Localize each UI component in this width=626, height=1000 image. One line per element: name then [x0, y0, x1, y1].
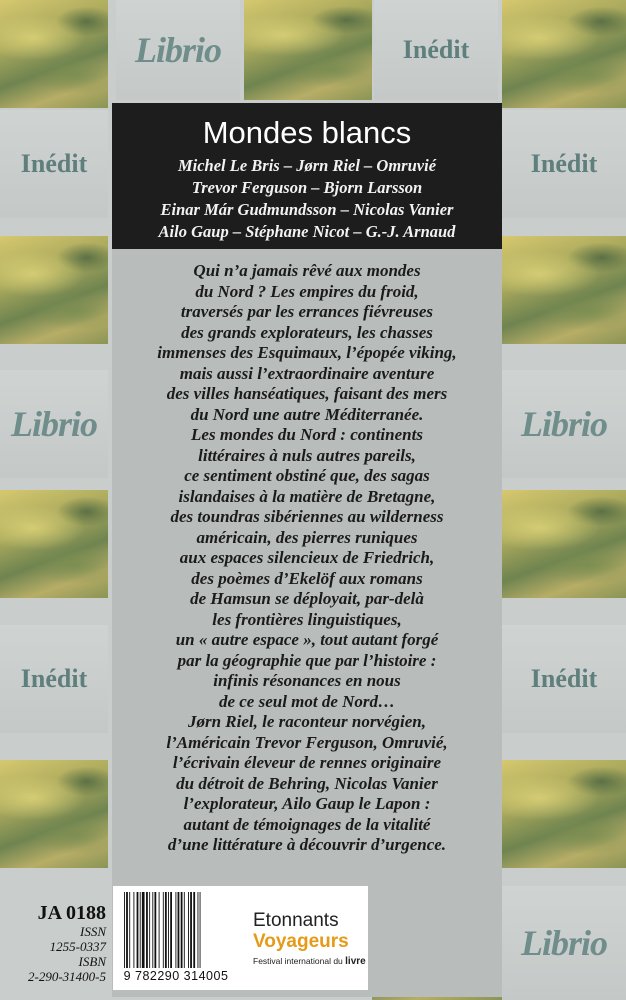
blurb-line: du détroit de Behring, Nicolas Vanier — [176, 773, 438, 793]
blurb-line: Jørn Riel, le raconteur norvégien, — [187, 712, 426, 731]
blurb-line: américain, des pierres runiques — [196, 527, 418, 547]
landscape-tile — [0, 236, 108, 344]
issn-label: ISSN — [80, 924, 106, 939]
landscape-tile — [502, 0, 626, 108]
blurb-line: les frontières linguistiques, — [212, 609, 402, 629]
blurb-line: d’une littérature à découvrir d’urgence. — [167, 835, 447, 854]
blurb-line: des grands explorateurs, les chasses — [181, 322, 433, 342]
landscape-tile — [244, 0, 372, 100]
inedit-logo: Inédit — [20, 664, 88, 693]
isbn-label: ISBN — [78, 954, 106, 969]
title-box — [112, 103, 502, 249]
barcode-digits: 9 782290 314005 — [123, 969, 229, 983]
blurb-line: Qui n’a jamais rêvé aux mondes — [193, 261, 421, 280]
author-line: Trevor Ferguson – Bjorn Larsson — [191, 178, 423, 197]
etonnants-voyageurs-logo — [239, 886, 368, 990]
blurb-line: aux espaces silencieux de Friedrich, — [179, 548, 435, 567]
inedit-logo-tile — [0, 625, 108, 733]
landscape-tile — [0, 0, 108, 108]
back-cover-blurb — [118, 261, 496, 856]
blurb-line: l’explorateur, Ailo Gaup le Lapon : — [183, 794, 431, 813]
series-code: JA 0188 — [37, 902, 106, 924]
partner-line-1: Etonnants — [253, 910, 339, 931]
blurb-line: littéraires à nuls autres pareils, — [198, 445, 416, 465]
blurb-line: l’écrivain éleveur de rennes originaire — [172, 753, 442, 772]
blurb-line: du Nord une autre Méditerranée. — [190, 404, 424, 424]
librio-logo: Librio — [520, 923, 607, 963]
blurb-line: de Hamsun se déployait, par-delà — [190, 589, 424, 608]
landscape-tile — [502, 760, 626, 868]
blurb-line: des villes hanséatiques, faisant des mers — [166, 384, 448, 403]
barcode-box — [113, 886, 239, 990]
landscape-tile — [502, 490, 626, 598]
blurb-line: islandaises à la matière de Bretagne, — [178, 486, 436, 506]
partner-line-2: Voyageurs — [253, 931, 349, 952]
blurb-line: Les mondes du Nord : continents — [191, 425, 423, 444]
inedit-logo: Inédit — [530, 149, 598, 178]
librio-logo: Librio — [520, 404, 607, 444]
blurb-line: des toundras sibériennes au wilderness — [170, 507, 444, 526]
librio-logo-tile — [116, 0, 240, 100]
inedit-logo: Inédit — [530, 664, 598, 693]
librio-logo-tile — [502, 370, 626, 478]
inedit-logo: Inédit — [20, 149, 88, 178]
author-line: Michel Le Bris – Jørn Riel – Omruvié — [177, 156, 437, 175]
book-title: Mondes blancs — [202, 115, 412, 150]
librio-logo: Librio — [10, 404, 97, 444]
author-line: Einar Már Gudmundsson – Nicolas Vanier — [160, 200, 454, 219]
inedit-logo-tile — [374, 0, 498, 100]
librio-logo-tile — [502, 886, 626, 1000]
landscape-tile — [0, 760, 108, 868]
inedit-logo-tile — [502, 110, 626, 218]
blurb-line: un « autre espace », tout autant forgé — [175, 630, 439, 649]
isbn-number: 2-290-31400-5 — [28, 969, 106, 984]
issn-number: 1255-0337 — [49, 939, 106, 954]
blurb-line: ce sentiment obstiné que, des sagas — [184, 466, 430, 485]
blurb-line: l’Américain Trevor Ferguson, Omruvié, — [166, 732, 448, 752]
blurb-line: autant de témoignages de la vitalité — [183, 814, 431, 834]
landscape-tile — [502, 236, 626, 344]
blurb-line: mais aussi l’extraordinaire aventure — [179, 363, 435, 383]
inedit-logo-tile — [502, 625, 626, 733]
inedit-logo: Inédit — [402, 35, 470, 64]
blurb-line: du Nord ? Les empires du froid, — [195, 281, 419, 301]
barcode — [122, 892, 232, 968]
blurb-line: par la géographie que par l’histoire : — [177, 650, 437, 670]
partner-line-3-bold: livre — [345, 956, 366, 967]
partner-line-3-prefix: Festival international du — [253, 956, 346, 966]
author-list — [122, 155, 492, 243]
blurb-line: des poèmes d’Ekelöf aux romans — [191, 568, 423, 588]
librio-logo-tile — [0, 370, 108, 478]
inedit-logo-tile — [0, 110, 108, 218]
blurb-line: immenses des Esquimaux, l’épopée viking, — [157, 343, 457, 362]
blurb-line: infinis résonances en nous — [213, 671, 401, 690]
landscape-tile — [0, 490, 108, 598]
librio-logo: Librio — [134, 30, 221, 70]
catalog-codes — [8, 902, 106, 984]
blurb-line: traversés par les errances fiévreuses — [180, 302, 434, 321]
blurb-line: de ce seul mot de Nord… — [218, 691, 396, 711]
author-line: Ailo Gaup – Stéphane Nicot – G.-J. Arnaud — [158, 222, 456, 241]
partner-line-3 — [253, 956, 366, 967]
